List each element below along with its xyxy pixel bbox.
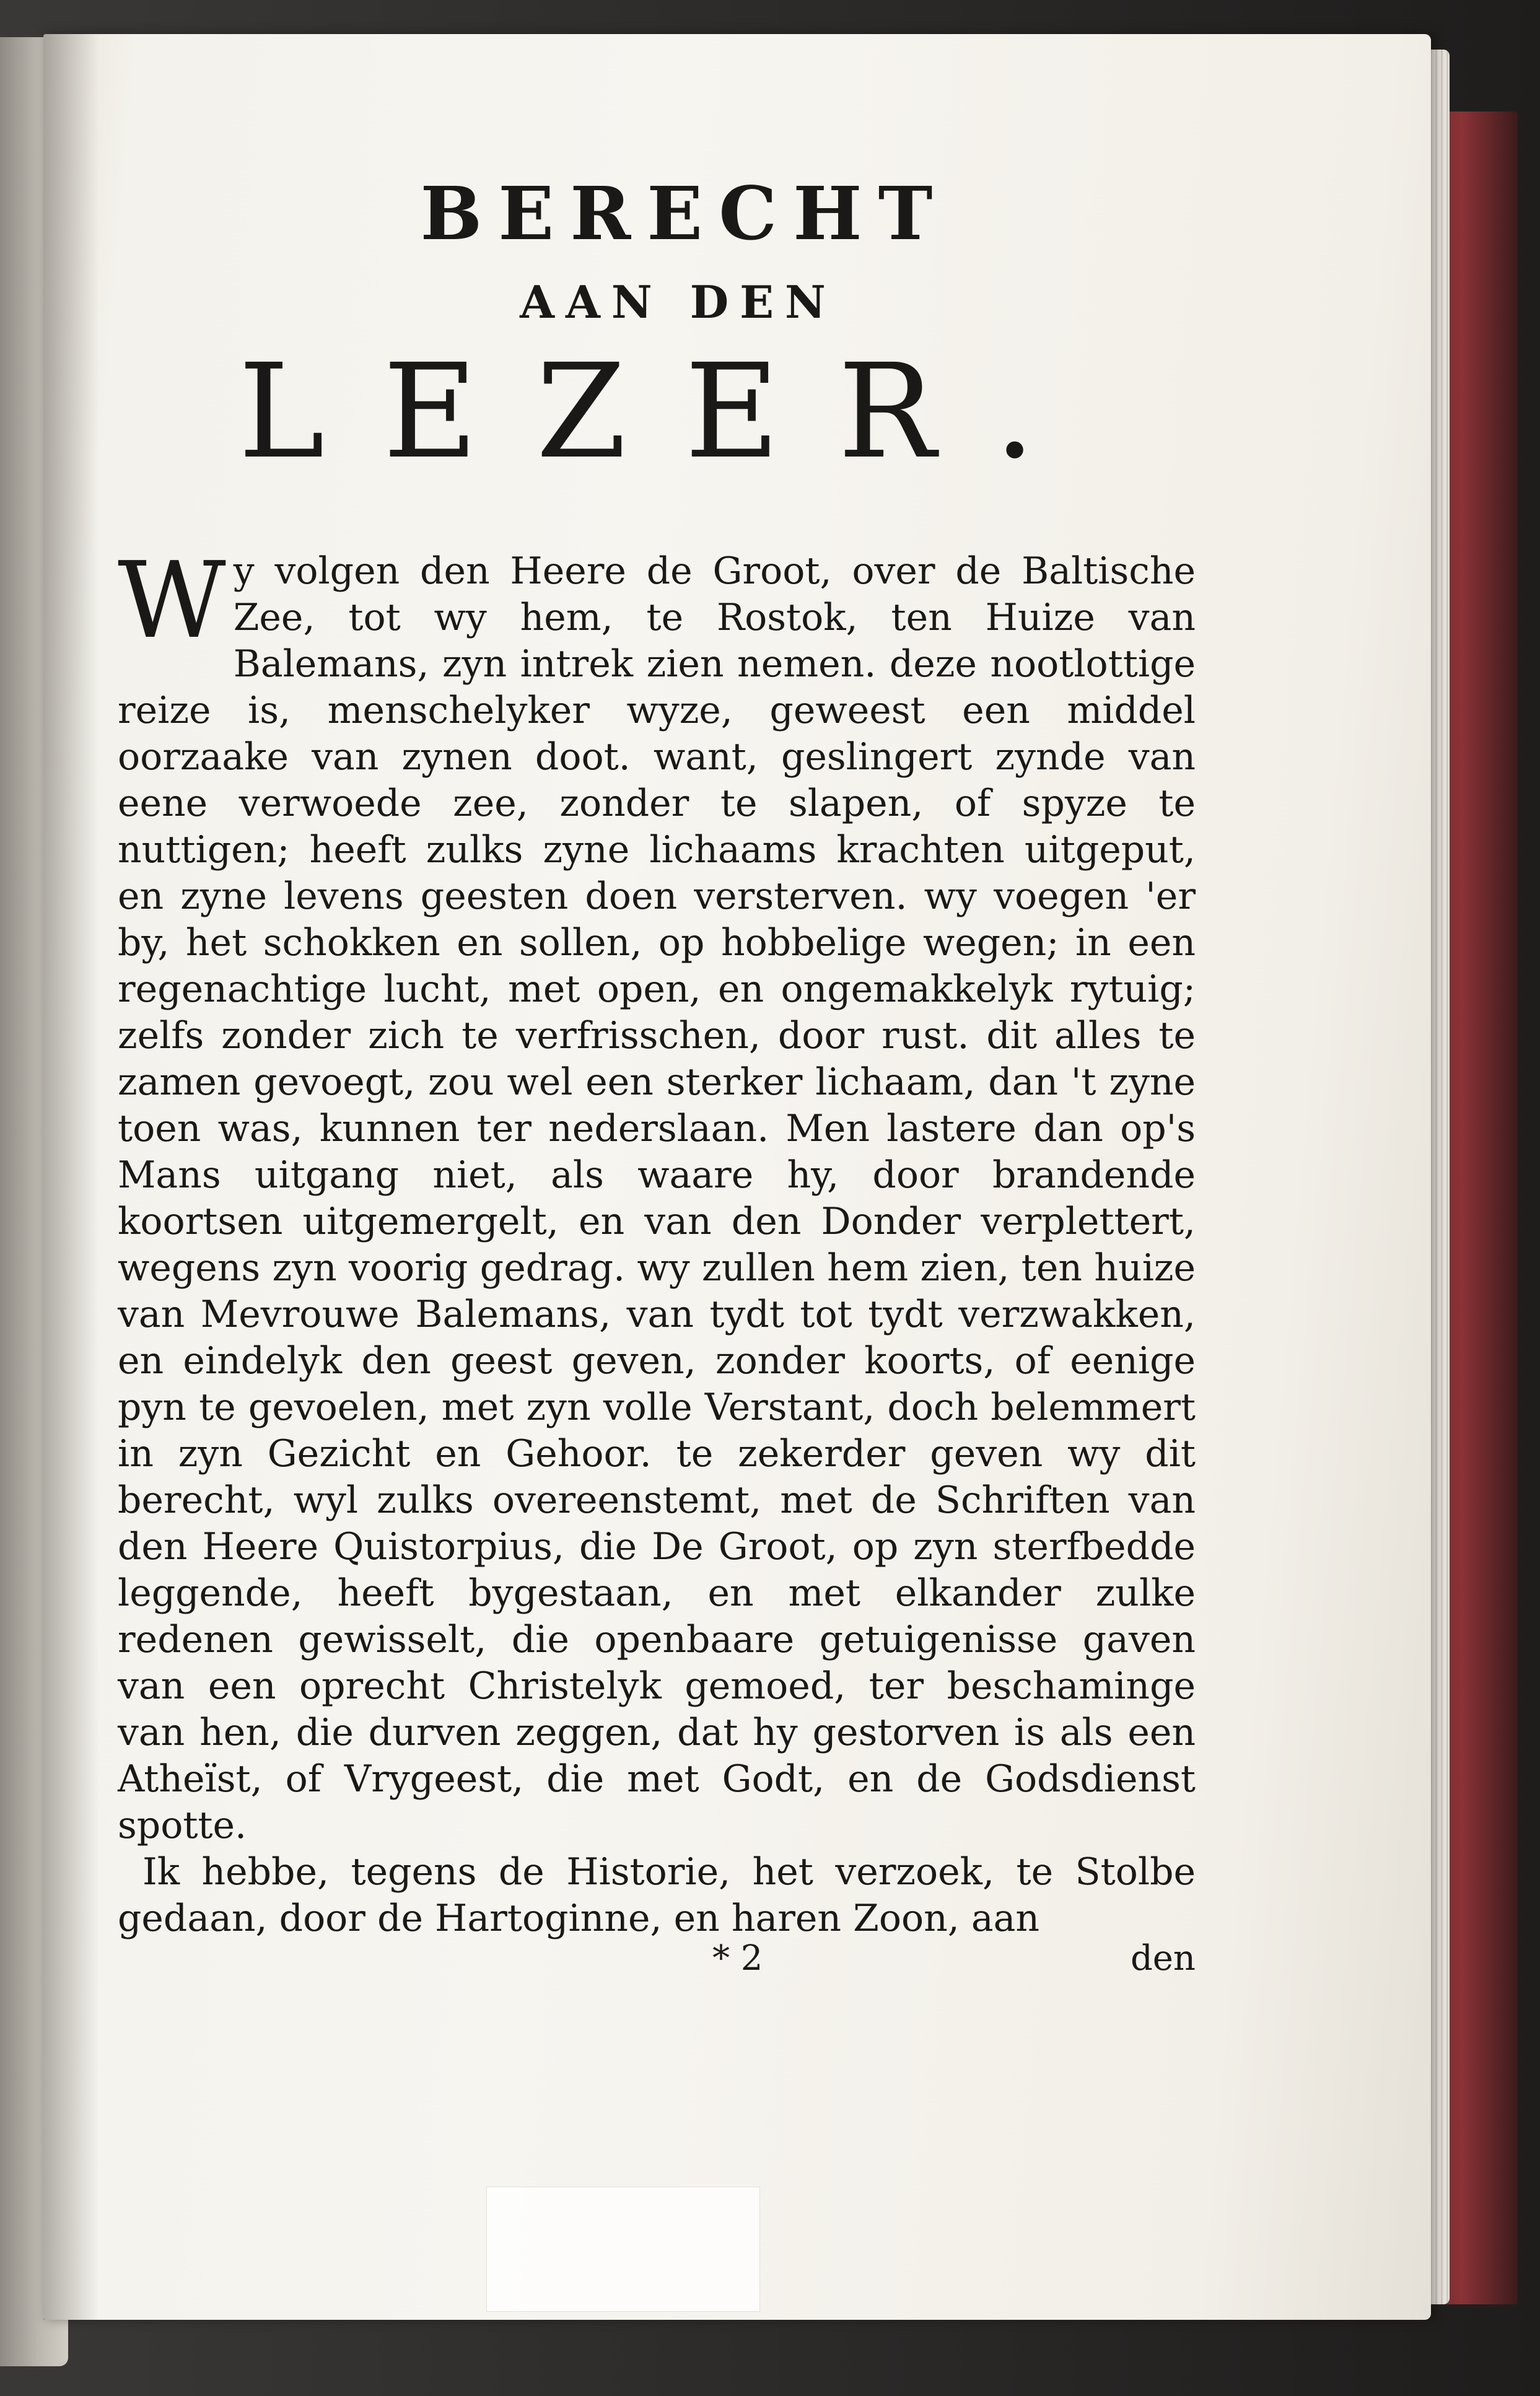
paragraph-1-text: y volgen den Heere de Groot, over de Baltische Zee, tot wy hem, te Rostok, ten Huize van Balemans, zyn intrek zien nemen. deze nootlottige reize is, menschelyker wyze, geweest een middel oorzaake van zynen doot. want, geslingert zynde van eene verwoede zee, zonder te slapen, of spyze te nuttigen; heeft zulks zyne lichaams krachten uitgeput, en zyne levens geesten doen versterven. wy voegen 'er by, het schokken en sollen, op hobbelige wegen; in een regenachtige lucht, met open, en ongemakkelyk rytuig; zelfs zonder zich te verfrisschen, door rust. dit alles te zamen gevoegt, zou wel een sterker lichaam, dan 't zyne toen was, kunnen ter nederslaan. Men lastere dan op's Mans uitgang niet, als waare hy, door brandende koortsen uitgemergelt, en van den Donder verplettert, wegens zyn voorig gedrag. wy zullen hem zien, ten huize van Mevrouwe Balemans, van tydt tot tydt verzwakken, en eindelyk den geest geven, zonder koorts, of eenige pyn te gevoelen, met zyn volle Verstant, doch belemmert in zyn Gezicht en Gehoor. te zekerder geven wy dit berecht, wyl zulks overeenstemt, met de Schriften van den Heere Quistorpius, die De Groot, op zyn sterfbedde leggende, heeft bygestaan, en met elkander zulke redenen gewisselt, die openbaare getuigenisse gaven van een oprecht Christelyk gemoed, ter beschaminge van hen, die durven zeggen, dat hy gestorven is als een Atheïst, of Vrygeest, die met Godt, en de Godsdienst spotte. [118,549,1196,1848]
page-footer [118,1938,1196,1988]
catchword: den [1130,1938,1196,1979]
paragraph-1 [118,540,1196,1849]
paragraph-2: Ik hebbe, tegens de Historie, het verzoek, te Stolbe gedaan, door de Hartoginne, en haren Zoon, aan [118,1850,1196,1941]
drop-cap: W [118,540,226,663]
signature-mark: * 2 [712,1938,763,1979]
heading-berecht: BERECHT [420,170,949,256]
page-content [118,170,1196,1988]
heading-lezer: LEZER. [238,335,1094,488]
tape-patch [486,2187,760,2312]
heading-aan-den: AAN DEN [520,275,837,328]
page-gutter-shadow [43,34,99,2320]
